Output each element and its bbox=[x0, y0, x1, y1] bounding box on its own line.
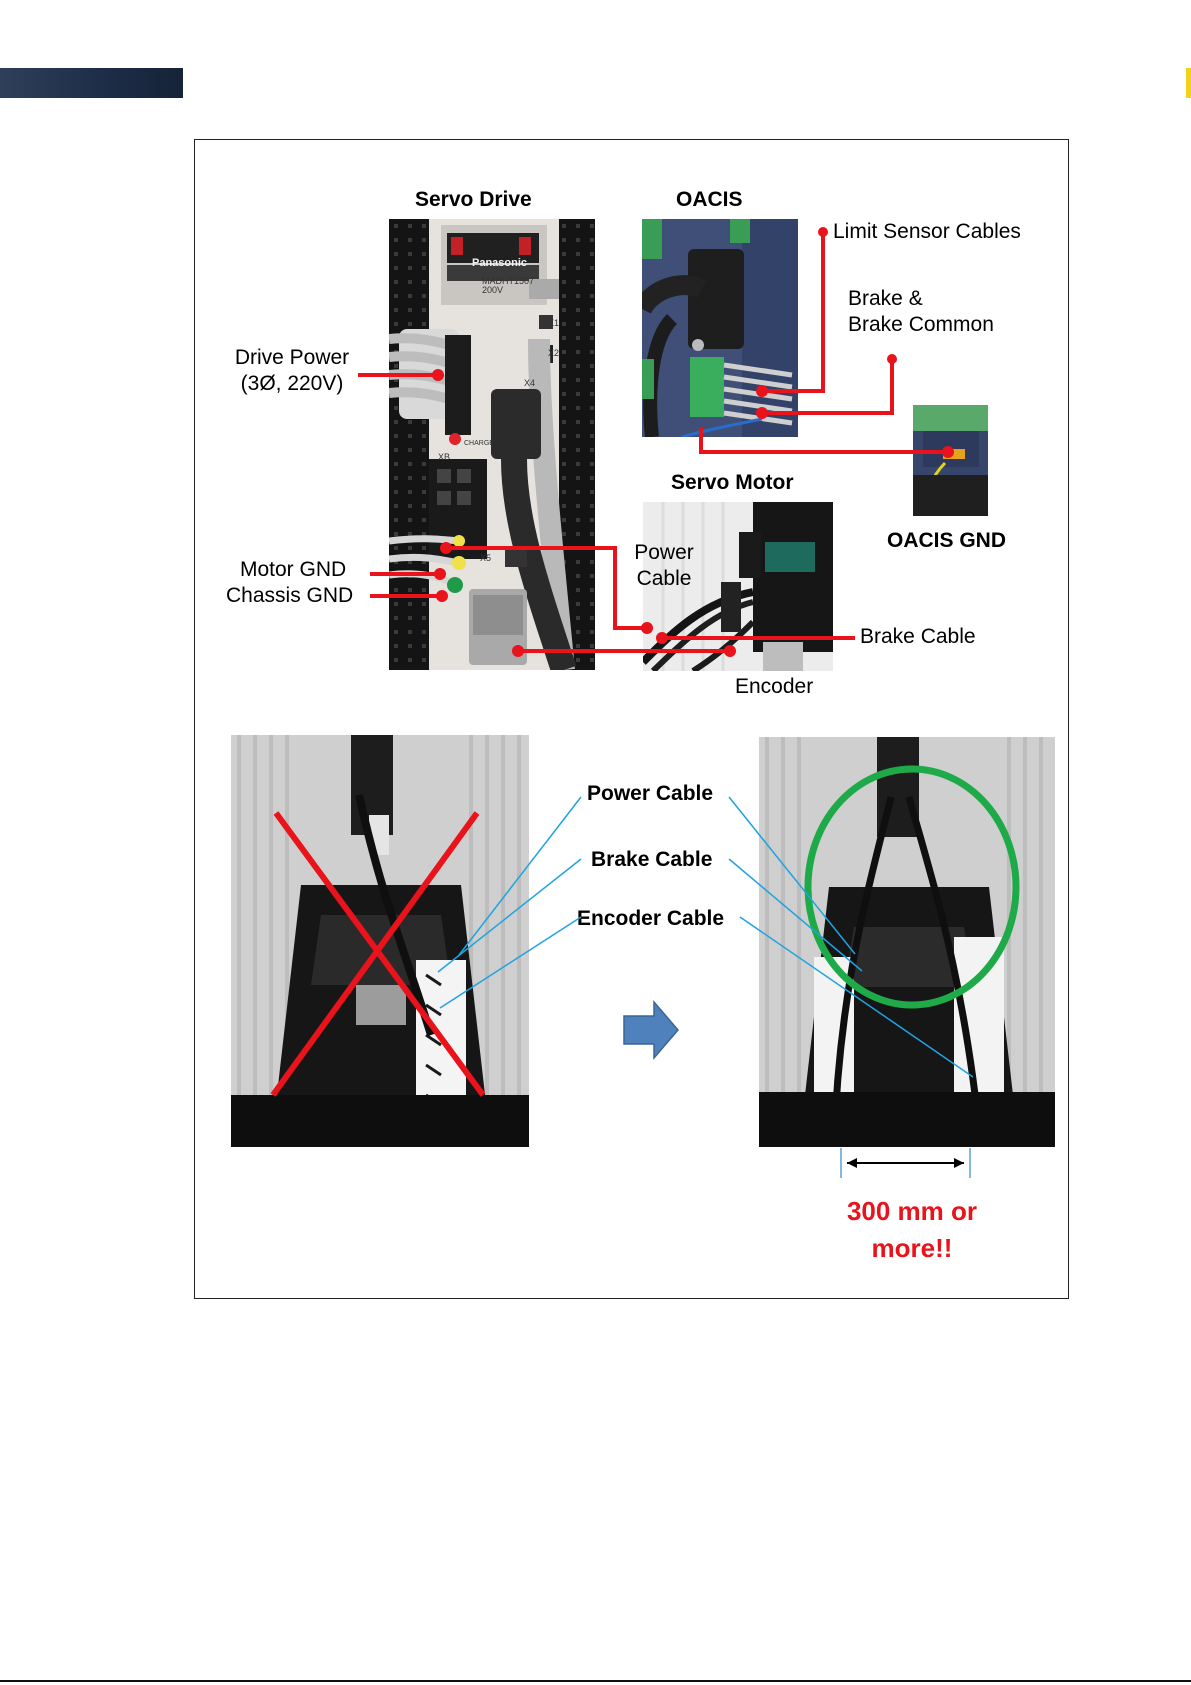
servo-motor-title: Servo Motor bbox=[671, 471, 794, 494]
wrong-routing-photo bbox=[231, 735, 529, 1147]
drive-charge: CHARGE bbox=[464, 440, 494, 447]
distance-label-2: more!! bbox=[871, 1233, 953, 1263]
drive-port-x2: X2 bbox=[548, 348, 560, 358]
drive-power-label-2: (3Ø, 220V) bbox=[240, 372, 344, 395]
oacis-gnd-label: OACIS GND bbox=[887, 529, 1007, 552]
oacis-gnd-photo bbox=[913, 405, 988, 516]
drive-power-label-1: Drive Power bbox=[234, 346, 350, 369]
drive-port-xb: XB bbox=[438, 452, 451, 462]
oacis-title: OACIS bbox=[676, 188, 743, 211]
drive-brand: Panasonic bbox=[472, 257, 528, 269]
footer-line bbox=[0, 1680, 1191, 1682]
brake-common-label-1: Brake & bbox=[848, 287, 923, 310]
brake-common-label-2: Brake Common bbox=[848, 313, 994, 336]
drive-port-x5: X5 bbox=[480, 553, 492, 563]
distance-label-1: 300 mm or bbox=[846, 1196, 978, 1226]
motor-gnd-label: Motor GND bbox=[240, 558, 347, 581]
drive-model: MADHT1507 bbox=[482, 276, 535, 286]
servo-drive-title: Servo Drive bbox=[415, 188, 532, 211]
oacis-photo bbox=[642, 219, 798, 437]
encoder-label: Encoder bbox=[735, 675, 814, 698]
encoder-cable-callout: Encoder Cable bbox=[577, 907, 725, 930]
drive-port-x4: X4 bbox=[524, 378, 536, 388]
power-cable-label-2: Cable bbox=[636, 567, 692, 590]
drive-port-x1: X1 bbox=[548, 318, 560, 328]
correct-routing-photo bbox=[759, 737, 1055, 1147]
power-cable-callout: Power Cable bbox=[587, 782, 714, 805]
power-cable-label-1: Power bbox=[634, 541, 694, 564]
header-bar bbox=[0, 68, 183, 98]
corner-mark bbox=[1186, 68, 1191, 98]
chassis-gnd-label: Chassis GND bbox=[226, 584, 354, 607]
brake-cable-label: Brake Cable bbox=[860, 625, 976, 648]
drive-voltage: 200V bbox=[482, 285, 504, 295]
brake-cable-callout: Brake Cable bbox=[591, 848, 713, 871]
limit-sensor-cables-label: Limit Sensor Cables bbox=[833, 220, 1021, 243]
